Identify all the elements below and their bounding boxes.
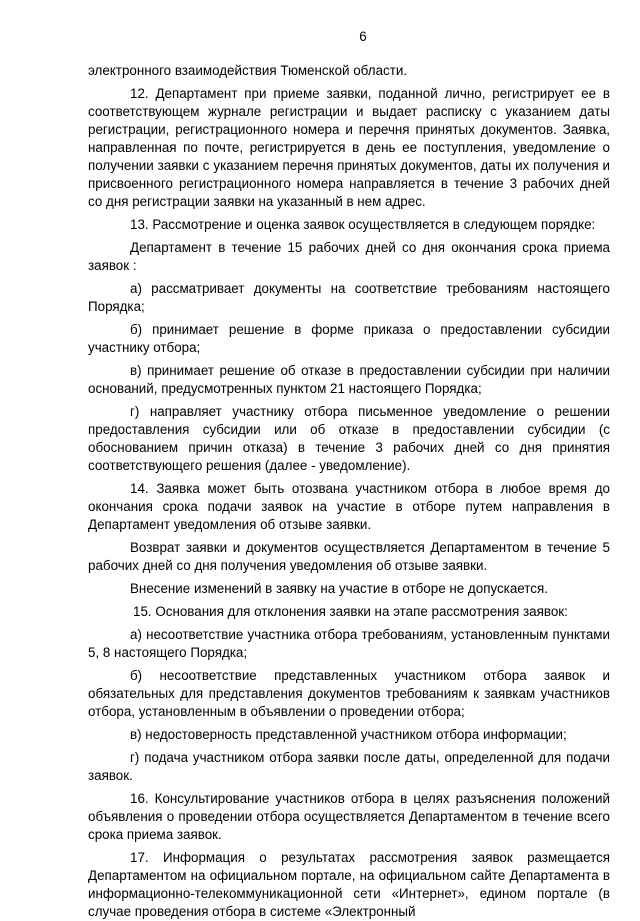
paragraph-16: 16. Консультирование участников отбора в целях разъяснения положений объявления о проведении отбора осуществляется Департаментом в течение всего срока приема заявок.: [88, 791, 610, 842]
paragraph-13-v: в) принимает решение об отказе в предоставлении субсидии при наличии оснований, предусмотренных пунктом 21 настоящего Порядка;: [88, 363, 610, 396]
paragraph-17: 17. Информация о результатах рассмотрения заявок размещается Департаментом на официальном портале, на официальном сайте Департамента в информационно-телекоммуникационной сети «Интернет», едином портале (в случае проведения отбора в системе «Электронный: [88, 850, 610, 919]
paragraph-15-g: г) подача участником отбора заявки после даты, определенной для подачи заявок.: [88, 750, 610, 783]
paragraph-14-changes: Внесение изменений в заявку на участие в отборе не допускается.: [130, 581, 548, 596]
paragraph-12: 12. Департамент при приеме заявки, поданной лично, регистрирует ее в соответствующем журнале регистрации и выдает расписку с указанием даты регистрации, регистрационного номера и перечня принятых документов. Заявка, направленная по почте, регистрируется в день ее поступления, уведомление о получении заявки с указанием перечня принятых документов, даты их получения и присвоенного регистрационного номера направляется в течение 3 рабочих дней со дня регистрации заявки на указанный в нем адрес.: [88, 86, 610, 209]
paragraph-15-a: а) несоответствие участника отбора требованиям, установленным пунктами 5, 8 настоящего Порядка;: [88, 627, 610, 660]
paragraph-15: 15. Основания для отклонения заявки на этапе рассмотрения заявок:: [133, 604, 568, 619]
paragraph-13-a: а) рассматривает документы на соответствие требованиям настоящего Порядка;: [88, 281, 610, 314]
paragraph-15-v: в) недостоверность представленной участником отбора информации;: [130, 727, 567, 742]
paragraph-15-b: б) несоответствие представленных участником отбора заявок и обязательных для представления документов требованиям к заявкам участников отбора, установленным в объявлении о проведении отбора;: [88, 668, 610, 719]
paragraph-continuation: электронного взаимодействия Тюменской области.: [88, 63, 408, 78]
paragraph-13: 13. Рассмотрение и оценка заявок осуществляется в следующем порядке:: [130, 217, 596, 232]
page-number: 6: [359, 29, 367, 44]
document-body: [88, 62, 610, 921]
paragraph-13-b: б) принимает решение в форме приказа о предоставлении субсидии участнику отбора;: [88, 322, 610, 355]
paragraph-13-g: г) направляет участнику отбора письменное уведомление о решении предоставления субсидии или об отказе в предоставлении субсидии (с обоснованием причин отказа) в течение 3 рабочих дней со дня принятия соответствующего решения (далее - уведомление).: [88, 404, 610, 473]
paragraph-14: 14. Заявка может быть отозвана участником отбора в любое время до окончания срока подачи заявок на участие в отборе путем направления в Департамент уведомления об отзыве заявки.: [88, 481, 610, 532]
paragraph-14-return: Возврат заявки и документов осуществляется Департаментом в течение 5 рабочих дней со дня получения уведомления об отзыве заявки.: [88, 540, 610, 573]
paragraph-13-intro: Департамент в течение 15 рабочих дней со дня окончания срока приема заявок :: [88, 240, 610, 273]
